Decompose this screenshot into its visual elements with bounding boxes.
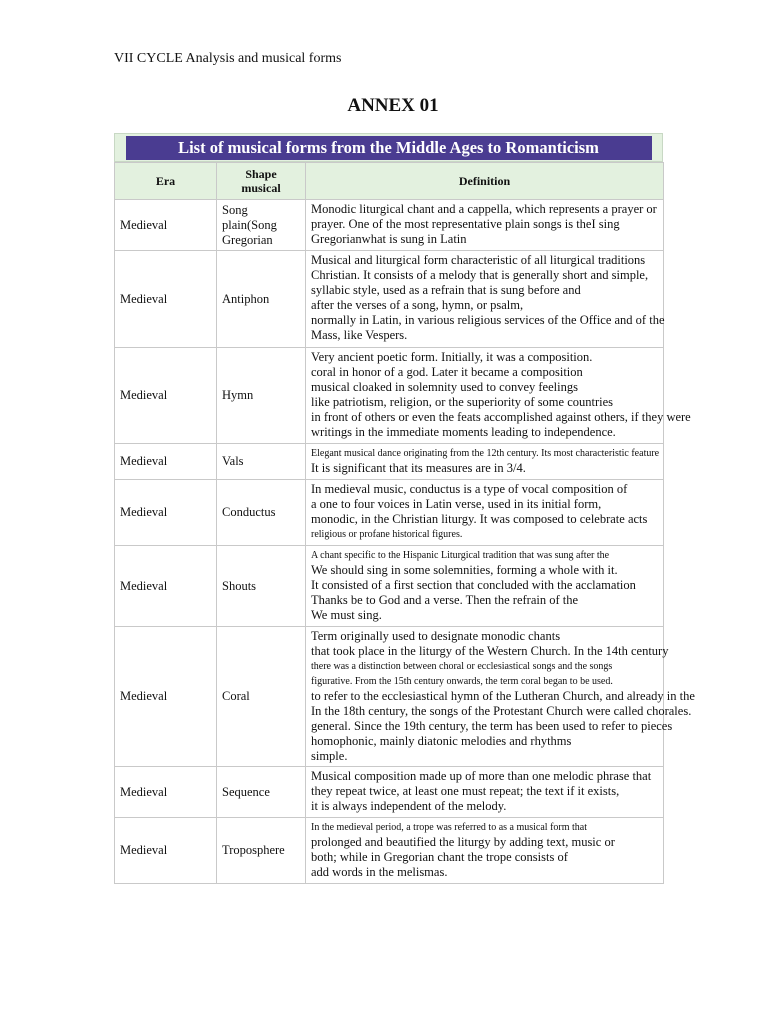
definition-cell <box>306 818 664 884</box>
musical-forms-table <box>114 162 695 884</box>
table-row <box>115 767 664 818</box>
definition-line: religious or profane historical figures. <box>311 529 463 540</box>
era-cell: Medieval <box>115 767 217 818</box>
definition-line: in front of others or even the feats accomplished against others, if they were <box>311 410 691 424</box>
shape-cell: Vals <box>217 444 306 480</box>
definition-line: Christian. It consists of a melody that is generally short and simple, <box>311 268 649 282</box>
shape-cell: Shouts <box>217 546 306 627</box>
shape-cell: Coral <box>217 627 306 767</box>
column-header-shape: Shape musical <box>217 163 306 200</box>
era-cell: Medieval <box>115 444 217 480</box>
table-row <box>115 818 664 884</box>
definition-line: We must sing. <box>311 608 382 622</box>
table-row <box>115 444 664 480</box>
shape-cell: Antiphon <box>217 251 306 348</box>
definition-line: they repeat twice, at least one must repeat; the text if it exists, <box>311 784 620 798</box>
definition-line: Very ancient poetic form. Initially, it was a composition. <box>311 350 593 364</box>
column-header-definition: Definition <box>306 163 664 200</box>
definition-line: Gregorianwhat is sung in Latin <box>311 232 467 246</box>
definition-cell <box>306 251 664 348</box>
table-row <box>115 546 664 627</box>
musical-forms-table-container <box>114 133 695 884</box>
era-cell: Medieval <box>115 200 217 251</box>
document-header: VII CYCLE Analysis and musical forms <box>114 51 342 66</box>
definition-line: We should sing in some solemnities, forming a whole with it. <box>311 563 618 577</box>
era-cell: Medieval <box>115 251 217 348</box>
definition-line: both; while in Gregorian chant the trope consists of <box>311 850 568 864</box>
definition-line: In the 18th century, the songs of the Protestant Church were called chorales. <box>311 704 692 718</box>
era-cell: Medieval <box>115 627 217 767</box>
definition-line: like patriotism, religion, or the superiority of some countries <box>311 395 614 409</box>
table-banner <box>114 133 663 162</box>
definition-line: writings in the immediate moments leading to independence. <box>311 425 616 439</box>
shape-cell: Hymn <box>217 348 306 444</box>
table-banner-title: List of musical forms from the Middle Ages to Romanticism <box>126 136 652 160</box>
definition-line: coral in honor of a god. Later it became a composition <box>311 365 583 379</box>
era-cell: Medieval <box>115 546 217 627</box>
definition-line: Term originally used to designate monodic chants <box>311 629 561 643</box>
definition-line: Musical and liturgical form characteristic of all liturgical traditions <box>311 253 646 267</box>
definition-cell <box>306 348 691 444</box>
column-header-era: Era <box>115 163 217 200</box>
definition-line: simple. <box>311 749 348 763</box>
shape-cell: Sequence <box>217 767 306 818</box>
definition-cell <box>306 444 664 480</box>
definition-line: Mass, like Vespers. <box>311 328 408 342</box>
definition-line: Musical composition made up of more than one melodic phrase that <box>311 769 652 783</box>
table-row <box>115 251 664 348</box>
definition-line: In the medieval period, a trope was referred to as a musical form that <box>311 822 588 833</box>
definition-line: it is always independent of the melody. <box>311 799 507 813</box>
definition-line: prolonged and beautified the liturgy by adding text, music or <box>311 835 615 849</box>
annex-title: ANNEX 01 <box>347 95 439 116</box>
era-cell: Medieval <box>115 348 217 444</box>
definition-line: normally in Latin, in various religious services of the Office and of the <box>311 313 665 327</box>
shape-cell: Troposphere <box>217 818 306 884</box>
table-row <box>115 627 664 767</box>
definition-line: prayer. One of the most representative plain songs is theI sing <box>311 217 620 231</box>
definition-line: In medieval music, conductus is a type of vocal composition of <box>311 482 628 496</box>
table-header-row <box>115 163 664 200</box>
table-row <box>115 200 664 251</box>
era-cell: Medieval <box>115 818 217 884</box>
era-cell: Medieval <box>115 480 217 546</box>
definition-line: that took place in the liturgy of the Western Church. In the 14th century <box>311 644 669 658</box>
definition-line: musical cloaked in solemnity used to convey feelings <box>311 380 578 394</box>
definition-line: after the verses of a song, hymn, or psalm, <box>311 298 524 312</box>
definition-line: Monodic liturgical chant and a cappella, which represents a prayer or <box>311 202 657 216</box>
table-row <box>115 348 664 444</box>
shape-cell: Song plain(Song Gregorian <box>217 200 306 251</box>
definition-cell <box>306 480 664 546</box>
definition-cell <box>306 627 695 767</box>
definition-line: homophonic, mainly diatonic melodies and rhythms <box>311 734 572 748</box>
definition-line: syllabic style, used as a refrain that is sung before and <box>311 283 581 297</box>
definition-line: Thanks be to God and a verse. Then the refrain of the <box>311 593 579 607</box>
definition-line: there was a distinction between choral or ecclesiastical songs and the songs <box>311 661 613 672</box>
definition-line: to refer to the ecclesiastical hymn of the Lutheran Church, and already in the <box>311 689 695 703</box>
table-row <box>115 480 664 546</box>
definition-cell <box>306 200 664 251</box>
definition-cell <box>306 546 664 627</box>
definition-line: A chant specific to the Hispanic Liturgical tradition that was sung after the <box>311 550 610 561</box>
definition-line: add words in the melismas. <box>311 865 448 879</box>
definition-cell <box>306 767 664 818</box>
definition-line: figurative. From the 15th century onwards, the term coral began to be used. <box>311 676 613 687</box>
definition-line: It consisted of a first section that concluded with the acclamation <box>311 578 636 592</box>
shape-cell: Conductus <box>217 480 306 546</box>
definition-line: It is significant that its measures are in 3/4. <box>311 461 526 475</box>
definition-line: monodic, in the Christian liturgy. It was composed to celebrate acts <box>311 512 648 526</box>
definition-line: general. Since the 19th century, the term has been used to refer to pieces <box>311 719 673 733</box>
definition-line: a one to four voices in Latin verse, used in its initial form, <box>311 497 602 511</box>
definition-line: Elegant musical dance originating from the 12th century. Its most characteristic feature <box>311 448 660 459</box>
